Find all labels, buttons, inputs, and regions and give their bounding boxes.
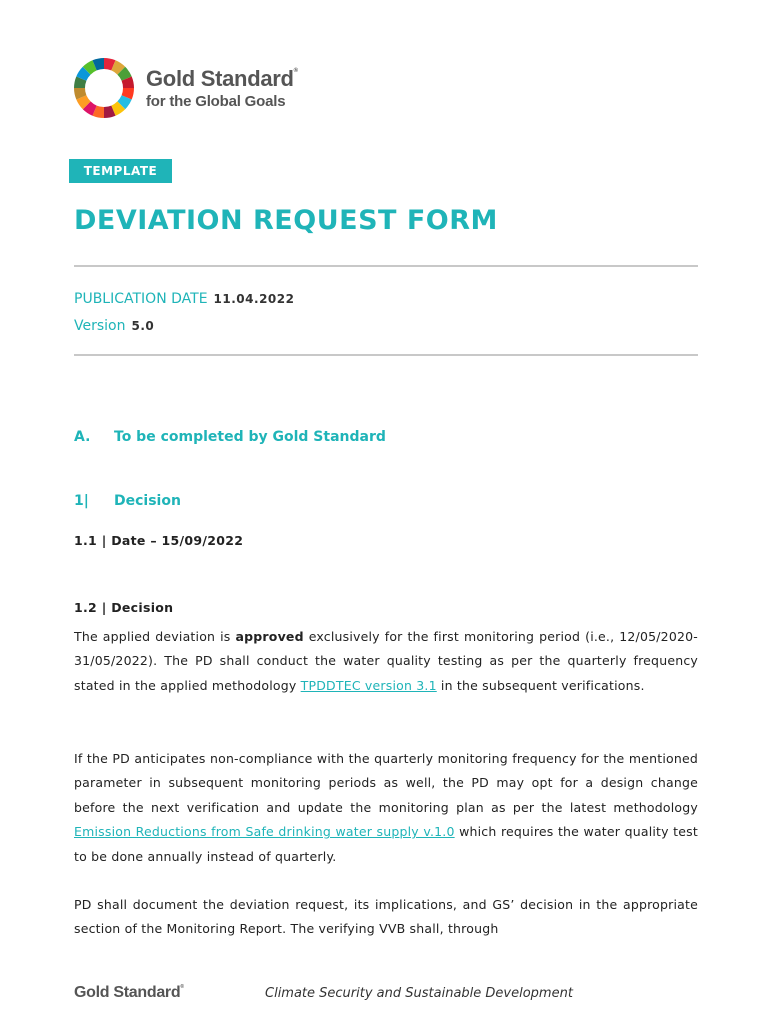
section-title: Decision	[114, 493, 181, 509]
tpddtec-link[interactable]: TPDDTEC version 3.1	[300, 677, 437, 693]
section-title: To be completed by Gold Standard	[114, 429, 386, 445]
page-title: DEVIATION REQUEST FORM	[74, 205, 498, 236]
decision-paragraph-3: PD shall document the deviation request, its implications, and GS’ decision in the appropriate section of the Monitoring Report. The verifying VVB shall, through	[74, 897, 698, 937]
footer-logo: Gold Standard®	[74, 984, 184, 1001]
divider	[74, 265, 698, 267]
publication-date-row	[74, 291, 294, 307]
decision-paragraph-2: If the PD anticipates non-compliance with the quarterly monitoring frequency for the mentioned parameter in subsequent monitoring periods as well, the PD may opt for a design change before the next verification and update the monitoring plan as per the latest methodology Emission Reductions from Safe drinking water supply v.1.0 which requires the water quality test to be done annually instead of quarterly.	[74, 751, 698, 864]
version-value: 5.0	[131, 319, 155, 333]
divider	[74, 354, 698, 356]
publication-date-label: PUBLICATION DATE	[74, 291, 208, 307]
version-row	[74, 318, 154, 334]
approved-emphasis: approved	[235, 629, 304, 644]
gold-standard-logo	[72, 56, 298, 120]
sdg-wheel-icon	[72, 56, 136, 120]
version-label: Version	[74, 318, 126, 334]
footer-tagline: Climate Security and Sustainable Development	[265, 986, 573, 1001]
template-badge: TEMPLATE	[69, 159, 172, 183]
section-number: A.	[74, 429, 91, 445]
decision-paragraph-1: The applied deviation is approved exclusively for the first monitoring period (i.e., 12/05/2020- 31/05/2022). The PD shall conduct the water quality testing as per the quarterly frequency stated in the applied methodology TPDDTEC version 3.1 in the subsequent verifications.	[74, 629, 698, 693]
brand-name: Gold Standard®	[146, 65, 298, 91]
section-a-heading	[74, 429, 386, 445]
section-1-heading	[74, 493, 181, 509]
brand-tagline: for the Global Goals	[146, 92, 286, 110]
publication-date-value: 11.04.2022	[213, 292, 295, 306]
section-number: 1|	[74, 493, 89, 509]
subsection-1-1-date: 1.1 | Date – 15/09/2022	[74, 533, 244, 548]
subsection-1-2-decision: 1.2 | Decision	[74, 600, 174, 615]
emission-reductions-link[interactable]: Emission Reductions from Safe drinking water supply v.1.0	[74, 824, 455, 840]
